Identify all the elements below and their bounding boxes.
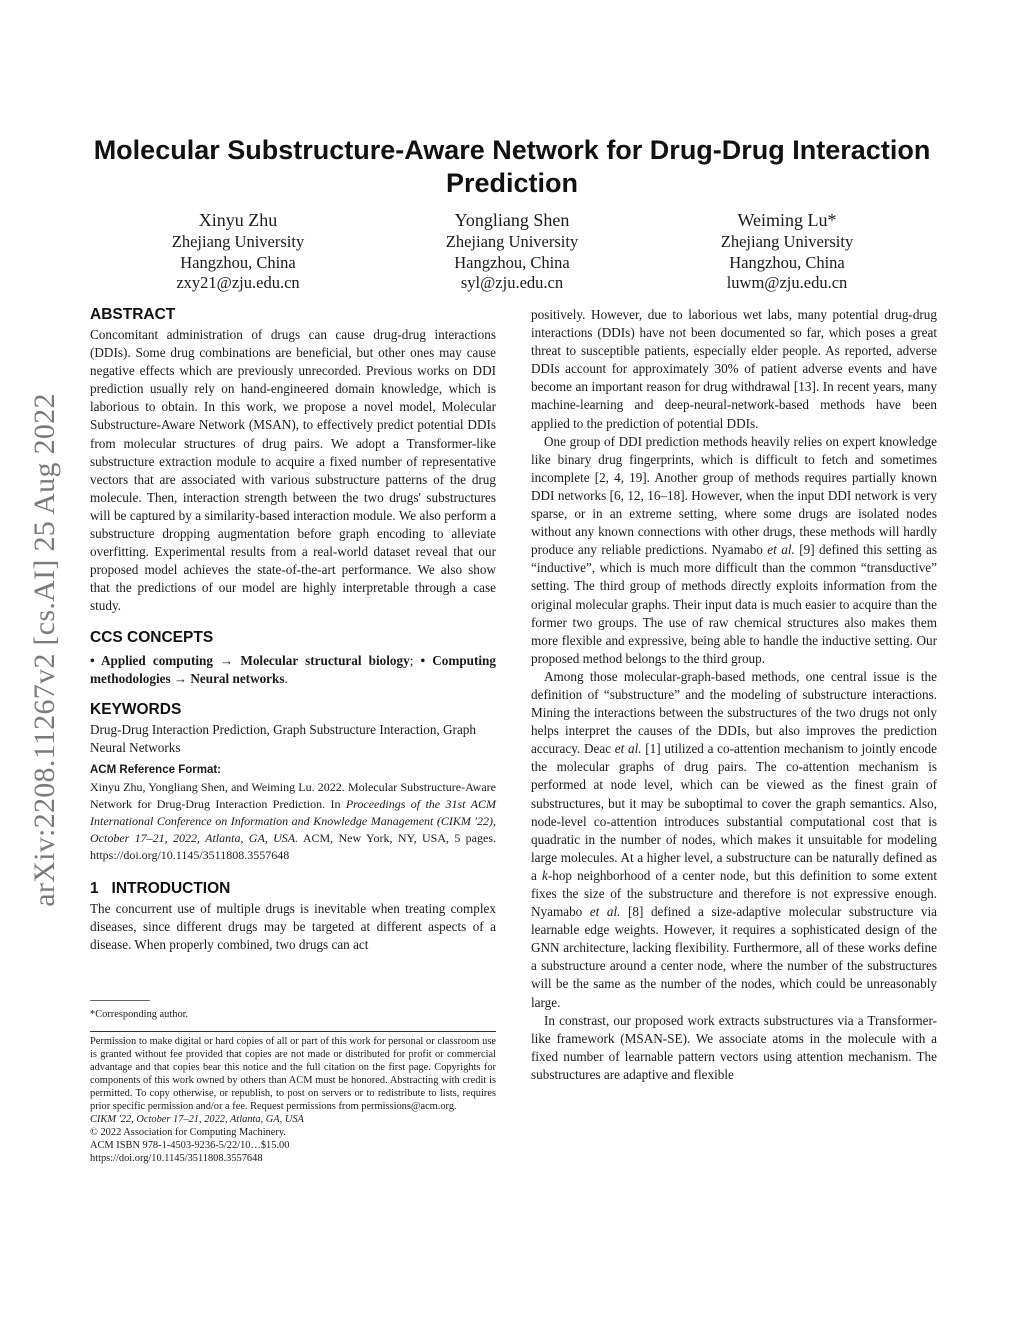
- p3-text-c: -hop neighborhood of a center node, but this definition to some extent fixes the size of the substructure and therefore is not expressive enough. Nyamabo: [531, 867, 937, 920]
- p2-text-a: One group of DDI prediction methods heavily relies on expert knowledge like binary drug fingerprints, which is difficult to fetch and sometimes incomplete [2, 4, 19]. Another group of methods requires partially known DDI networks [6, 12, 16–18]. However, when the input DDI network is very sparse, or in an extreme setting, where some drugs are isolated nodes without any known connections with other drugs, these methods will hardly produce any reliable predictions. Nyamabo: [531, 433, 937, 558]
- intro-text: The concurrent use of multiple drugs is inevitable when treating complex diseases, since different drugs may be targeted at different aspects of a disease. When properly combined, two drugs can act: [90, 900, 496, 953]
- p2-text-b: [9] defined this setting as “inductive”, which is much more difficult than the common “transductive” setting. The third group of methods directly exploits information from the original molecular graphs. Their input data is much easier to acquire than the former two groups. The use of raw chemical structures also makes them more flexible and expressive, being able to handle the inductive setting. Our proposed method belongs to the third group.: [531, 542, 938, 666]
- author-block-1: [108, 208, 368, 294]
- et-al: et al.: [589, 904, 621, 920]
- permission-rule: [90, 1031, 496, 1032]
- acm-ref-text: [90, 779, 496, 864]
- permission-text: Permission to make digital or hard copies of all or part of this work for personal or classroom use is granted without fee provided that copies are not made or distributed for profit or commercial advantage and that copies bear this notice and the full citation on the first page. Copyrights for components of this work owned by others than ACM must be honored. Abstracting with credit is permitted. To copy otherwise, or republish, to post on servers or to redistribute to lists, requires prior specific permission and/or a fee. Request permissions from permissions@acm.org.: [90, 1036, 496, 1112]
- ccs-separator: ;: [409, 652, 421, 668]
- ccs-heading: CCS CONCEPTS: [90, 628, 214, 646]
- author-name: Xinyu Zhu: [198, 210, 278, 230]
- intro-paragraph-3: [531, 668, 937, 1012]
- footnote: *Corresponding author.: [90, 1009, 189, 1020]
- left-column: [90, 304, 496, 954]
- intro-paragraph-2: [531, 433, 937, 668]
- paper-title: Molecular Substructure-Aware Network for Drug-Drug Interaction Prediction: [93, 135, 931, 198]
- author-city: Hangzhou, China: [729, 252, 845, 272]
- conference-line: CIKM '22, October 17–21, 2022, Atlanta, GA, USA: [90, 1114, 304, 1125]
- keywords-heading: KEYWORDS: [90, 700, 182, 718]
- author-block-2: [382, 208, 642, 294]
- et-al: et al.: [614, 741, 642, 757]
- abstract-text: Concomitant administration of drugs can cause drug-drug interactions (DDIs). Some drug combinations are beneficial, but other ones may cause negative effects which are previously unrecorded. Previous works on DDI prediction usually rely on hand-engineered domain knowledge, which is laborious to obtain. In this work, we propose a novel model, Molecular Substructure-Aware Network (MSAN), to effectively predict potential DDIs from molecular structures of drug pairs. We adopt a Transformer-like substructure extraction module to acquire a fixed number of representative vectors that are associated with various substructure patterns of the drug molecule. Then, interaction strength between the two drugs' substructures will be captured by a similarity-based interaction module. We also perform a substructure dropping augmentation before graph encoding to alleviate overfitting. Experimental results from a real-world dataset reveal that our proposed model achieves the state-of-the-art performance. We also show that the predictions of our model are highly interpretable through a case study.: [90, 327, 496, 614]
- permission-block: [90, 1035, 496, 1165]
- author-affiliation: Zhejiang University: [720, 232, 854, 251]
- author-affiliation: Zhejiang University: [445, 232, 579, 251]
- author-name: Weiming Lu*: [737, 210, 837, 230]
- acm-ref-heading: ACM Reference Format:: [90, 763, 221, 776]
- intro-paragraph-1: positively. However, due to laborious wet labs, many potential drug-drug interactions (DDIs) have not been documented so far, which poses a great threat to susceptible patients, especially elder people. As reported, adverse DDIs account for approximately 30% of patient adverse events and have become an important reason for drug withdrawal [13]. In recent years, many machine-learning and deep-neural-network-based methods have been applied to the prediction of potential DDIs.: [531, 307, 937, 431]
- footnote-rule: [90, 1000, 150, 1001]
- author-email[interactable]: luwm@zju.edu.cn: [726, 273, 848, 292]
- author-city: Hangzhou, China: [454, 252, 570, 272]
- right-column: [531, 306, 937, 1084]
- author-block-3: [657, 208, 917, 294]
- author-city: Hangzhou, China: [180, 252, 296, 272]
- abstract-heading: ABSTRACT: [90, 306, 176, 323]
- p3-text-b: [1] utilized a co-attention mechanism to jointly encode the molecular graphs of drug pairs. The co-attention mechanism is performed at node level, which can be viewed as the finest grain of substructures, but it may be suboptimal to cover the graph semantics. Also, node-level co-attention introduces substantial computational cost that is quadratic in the number of nodes, which makes it unsuitable for modeling large molecules. At a higher level, a substructure can be naturally defined as a: [531, 741, 938, 883]
- acm-ref-publisher: ACM, New York, NY, USA, 5 pages. https://doi.org/10.1145/3511808.3557648: [90, 830, 496, 862]
- doi-link[interactable]: https://doi.org/10.1145/3511808.3557648: [90, 1153, 263, 1164]
- author-affiliation: Zhejiang University: [171, 232, 305, 251]
- author-name: Yongliang Shen: [454, 210, 570, 230]
- author-email[interactable]: syl@zju.edu.cn: [460, 273, 564, 292]
- acm-ref-authors: Xinyu Zhu, Yongliang Shen, and Weiming Lu. 2022. Molecular Substructure-Aware Network for Drug-Drug Interaction Prediction. In: [90, 779, 496, 811]
- ccs-concept-1: • Applied computing → Molecular structural biology: [90, 652, 410, 668]
- arxiv-identifier: [20, 355, 70, 945]
- intro-heading: 1 INTRODUCTION: [90, 879, 231, 897]
- keywords-text: Drug-Drug Interaction Prediction, Graph Substructure Interaction, Graph Neural Networks: [90, 721, 476, 755]
- et-al: et al.: [767, 542, 795, 558]
- isbn-line: ACM ISBN 978-1-4503-9236-5/22/10…$15.00: [90, 1140, 290, 1151]
- arxiv-identifier-text: arXiv:2208.11267v2 [cs.AI] 25 Aug 2022: [28, 393, 62, 907]
- p3-text-d: [8] defined a size-adaptive molecular substructure via learnable edge weights. However, it requires a sophisticated design of the GNN architecture, lacking flexibility. Furthermore, all of these works define a substructure around a center node, where the number of the substructures will be the same as the number of the nodes, which could be unreasonably large.: [531, 904, 937, 1010]
- ccs-concepts: [90, 652, 496, 688]
- copyright-line: © 2022 Association for Computing Machinery.: [90, 1127, 286, 1138]
- ccs-concept-2: • Computing methodologies → Neural networks: [90, 652, 496, 686]
- acm-ref-venue: Proceedings of the 31st ACM International Conference on Information and Knowledge Management (CIKM '22), October 17–21, 2022, Atlanta, GA, USA.: [90, 796, 496, 845]
- author-email[interactable]: zxy21@zju.edu.cn: [176, 273, 300, 292]
- ccs-end: .: [284, 670, 288, 686]
- intro-paragraph-4: In constrast, our proposed work extracts substructures via a Transformer-like framework (MSAN-SE). We associate atoms in the molecule with a fixed number of learnable pattern vectors using attention mechanism. The substructures are adaptive and flexible: [531, 1012, 937, 1082]
- p3-text-a: Among those molecular-graph-based methods, one central issue is the definition of “substructure” and the modeling of substructure interactions. Mining the interactions between the substructures of the two drugs not only helps interpret the causes of the DDIs, but also improves the prediction accuracy. Deac: [531, 668, 937, 757]
- k-variable: k: [541, 867, 548, 883]
